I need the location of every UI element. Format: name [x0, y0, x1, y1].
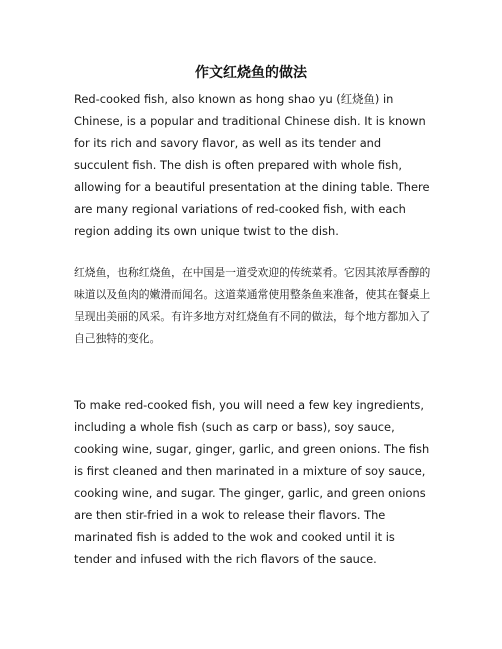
- paragraph-ingredients-english: To make red-cooked fish, you will need a few key ingredients, including a whole fish (such as carp or bass), soy sauce, cooking wine, sugar, ginger, garlic, and green onions. The fish is first cleaned and then marinated in a mixture of soy sauce, cooking wine, and sugar. The ginger, garlic, and green onions are then stir-fried in a wok to release their flavors. The marinated fish is added to the wok and cooked until it is tender and infused with the rich flavors of the sauce.: [74, 398, 430, 566]
- paragraph-intro-chinese: 红烧鱼，也称红烧鱼，在中国是一道受欢迎的传统菜肴。它因其浓厚香醇的味道以及鱼肉的嫩滑而闻名。这道菜通常使用整条鱼来准备，使其在餐桌上呈现出美丽的风采。有许多地方对红烧鱼有不同的做法，每个地方都加入了自己独特的变化。: [74, 266, 431, 345]
- paragraph-intro-english: Red-cooked fish, also known as hong shao yu (红烧鱼) in Chinese, is a popular and traditional Chinese dish. It is known for its rich and savory flavor, as well as its tender and succulent fish. The dish is often prepared with whole fish, allowing for a beautiful presentation at the dining table. There are many regional variations of red-cooked fish, with each region adding its own unique twist to the dish.: [74, 92, 430, 238]
- document-title: 作文红烧鱼的做法: [195, 65, 307, 81]
